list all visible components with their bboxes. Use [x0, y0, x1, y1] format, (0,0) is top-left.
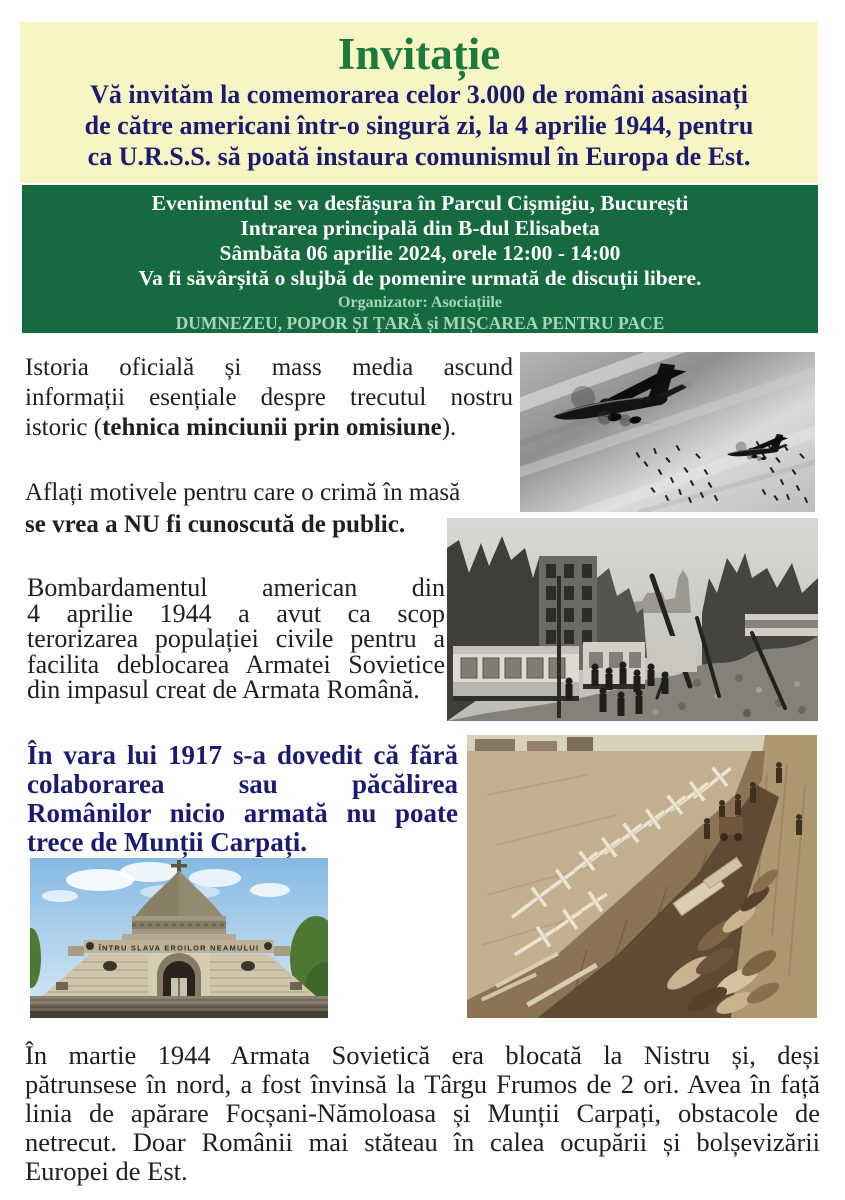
- text-line: [25, 413, 513, 443]
- mausoleum-photo: [30, 858, 328, 1018]
- header-box: [20, 22, 818, 183]
- bombers-photo: [520, 352, 815, 512]
- bold-line: În vara lui 1917 s-a dovedit că fără: [27, 740, 458, 770]
- bold-line: Românilor nicio armată nu poate: [27, 798, 458, 828]
- ruins-photo: [447, 518, 818, 721]
- subtitle-line: Vă invităm la comemorarea celor 3.000 de români asasinați: [90, 80, 748, 109]
- paragraph-bombing: [27, 575, 445, 703]
- organizer-line: Organizator: Asociațiile: [338, 294, 502, 311]
- organizations-line: DUMNEZEU, POPOR ȘI ȚARĂ și MIȘCAREA PENTRU PACE: [175, 313, 665, 333]
- text-fragment: ).: [441, 414, 457, 441]
- paragraph-find-motives: [25, 477, 519, 541]
- event-banner: [22, 185, 818, 333]
- page-title: Invitație: [337, 29, 501, 79]
- trench-photo-art: [467, 735, 817, 1018]
- text-line: linia de apărare Focșani-Nămoloasa și Munții Carpați, obstacole de: [25, 1098, 820, 1128]
- text-line: terorizarea populației civile pentru a: [27, 624, 445, 653]
- subtitle-line: de către americani într-o singură zi, la 4 aprilie 1944, pentru: [84, 111, 754, 140]
- text-line: Aflați motivele pentru care o crimă în masă: [25, 479, 461, 506]
- text-line: facilita deblocarea Armatei Sovietice: [27, 649, 445, 679]
- bold-line: se vrea a NU fi cunoscută de public.: [25, 511, 406, 538]
- text-line: pătrunsese în nord, a fost învinsă la Târgu Frumos de 2 ori. Avea în față: [25, 1069, 820, 1099]
- text-line: Europei de Est.: [25, 1156, 188, 1186]
- text-fragment: istoric (: [25, 414, 103, 441]
- trench-photo: [467, 735, 817, 1018]
- text-line: din impasul creat de Armata Română.: [27, 675, 420, 704]
- text-line: Bombardamentul american din: [27, 573, 445, 602]
- text-line: 4 aprilie 1944 a avut ca scop: [27, 598, 445, 628]
- bombers-photo-art: [520, 352, 815, 512]
- paragraph-march-1944: [25, 1041, 820, 1186]
- event-location-line: Evenimentul se va desfășura în Parcul Cișmigiu, București: [151, 191, 689, 215]
- bold-line: colaborarea sau păcălirea: [27, 769, 458, 799]
- event-datetime-line: Sâmbăta 06 aprilie 2024, orele 12:00 - 14:00: [219, 241, 621, 265]
- bold-fragment: tehnica minciunii prin omisiune: [102, 414, 442, 441]
- ruins-photo-art: [447, 518, 818, 721]
- mausoleum-photo-art: [30, 858, 328, 1018]
- paragraph-official-history: [25, 353, 513, 443]
- subtitle-line: ca U.R.S.S. să poată instaura comunismul în Europa de Est.: [87, 142, 751, 171]
- event-program-line: Va fi săvârșită o slujbă de pomenire urmată de discuții libere.: [138, 266, 702, 290]
- event-entrance-line: Intrarea principală din B-dul Elisabeta: [240, 216, 600, 240]
- text-line: informații esențiale despre trecutul nostru: [25, 384, 513, 411]
- bold-line: trece de Munții Carpați.: [27, 827, 307, 857]
- text-line: În martie 1944 Armata Sovietică era blocată la Nistru și, deși: [25, 1040, 820, 1070]
- paragraph-1917: [27, 741, 458, 857]
- text-line: netrecut. Doar Românii mai stăteau în calea ocupării și bolșevizării: [25, 1127, 820, 1157]
- text-line: Istoria oficială și mass media ascund: [25, 354, 513, 381]
- mausoleum-inscription: ÎNTRU SLAVA EROILOR NEAMULUI: [98, 943, 260, 953]
